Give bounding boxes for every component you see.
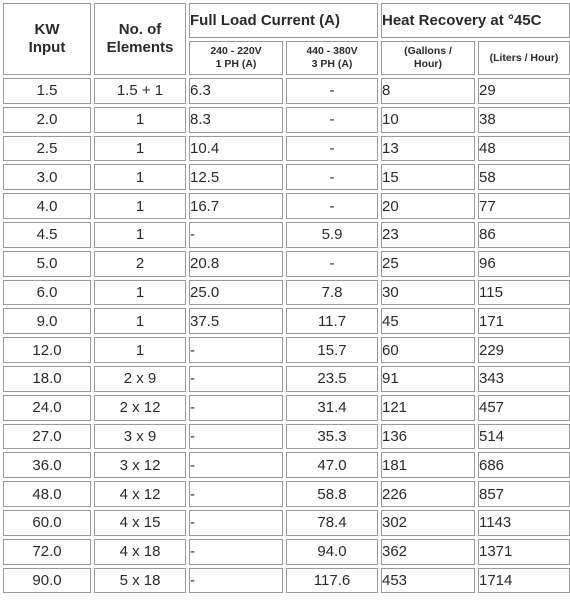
cell-gallons: 121: [381, 395, 475, 421]
cell-gallons: 25: [381, 251, 475, 277]
cell-kw: 36.0: [3, 452, 91, 478]
cell-1ph: -: [189, 452, 283, 478]
cell-gallons: 15: [381, 164, 475, 190]
cell-gallons: 226: [381, 481, 475, 507]
cell-elements: 5 x 18: [94, 568, 186, 594]
cell-gallons: 181: [381, 452, 475, 478]
cell-gallons: 91: [381, 366, 475, 392]
cell-3ph: -: [286, 78, 378, 104]
table-row: [3, 395, 570, 421]
cell-liters: 58: [478, 164, 570, 190]
cell-elements: 4 x 12: [94, 481, 186, 507]
cell-elements: 4 x 15: [94, 510, 186, 536]
cell-kw: 2.0: [3, 107, 91, 133]
table-body: [3, 78, 570, 593]
cell-1ph: 8.3: [189, 107, 283, 133]
cell-1ph: 6.3: [189, 78, 283, 104]
cell-kw: 2.5: [3, 136, 91, 162]
cell-liters: 514: [478, 424, 570, 450]
cell-1ph: -: [189, 337, 283, 363]
cell-1ph: -: [189, 568, 283, 594]
table-row: [3, 568, 570, 594]
header-3ph: 440 - 380V 3 PH (A): [286, 41, 378, 75]
cell-kw: 60.0: [3, 510, 91, 536]
cell-gallons: 45: [381, 308, 475, 334]
cell-elements: 2 x 12: [94, 395, 186, 421]
cell-elements: 2: [94, 251, 186, 277]
cell-gallons: 362: [381, 539, 475, 565]
cell-gallons: 60: [381, 337, 475, 363]
cell-gallons: 13: [381, 136, 475, 162]
table-row: [3, 452, 570, 478]
cell-3ph: -: [286, 251, 378, 277]
header-elements: No. of Elements: [94, 3, 186, 75]
cell-gallons: 302: [381, 510, 475, 536]
cell-kw: 4.0: [3, 193, 91, 219]
cell-3ph: 78.4: [286, 510, 378, 536]
cell-elements: 1: [94, 337, 186, 363]
cell-gallons: 136: [381, 424, 475, 450]
table-row: [3, 107, 570, 133]
cell-liters: 48: [478, 136, 570, 162]
cell-liters: 343: [478, 366, 570, 392]
header-full-load-current: Full Load Current (A): [189, 3, 378, 38]
cell-gallons: 453: [381, 568, 475, 594]
cell-liters: 86: [478, 222, 570, 248]
cell-3ph: 31.4: [286, 395, 378, 421]
cell-kw: 72.0: [3, 539, 91, 565]
cell-kw: 12.0: [3, 337, 91, 363]
cell-kw: 5.0: [3, 251, 91, 277]
table-row: [3, 78, 570, 104]
cell-kw: 3.0: [3, 164, 91, 190]
cell-gallons: 20: [381, 193, 475, 219]
cell-liters: 686: [478, 452, 570, 478]
cell-1ph: 25.0: [189, 280, 283, 306]
cell-1ph: -: [189, 395, 283, 421]
cell-liters: 171: [478, 308, 570, 334]
cell-1ph: -: [189, 539, 283, 565]
table-row: [3, 481, 570, 507]
cell-elements: 3 x 9: [94, 424, 186, 450]
cell-gallons: 30: [381, 280, 475, 306]
cell-kw: 27.0: [3, 424, 91, 450]
cell-kw: 48.0: [3, 481, 91, 507]
cell-liters: 229: [478, 337, 570, 363]
cell-3ph: -: [286, 164, 378, 190]
cell-gallons: 8: [381, 78, 475, 104]
table-row: [3, 366, 570, 392]
cell-liters: 77: [478, 193, 570, 219]
cell-liters: 1143: [478, 510, 570, 536]
table-row: [3, 222, 570, 248]
cell-3ph: 58.8: [286, 481, 378, 507]
table-row: [3, 539, 570, 565]
table-row: [3, 164, 570, 190]
cell-liters: 96: [478, 251, 570, 277]
cell-elements: 1: [94, 136, 186, 162]
cell-3ph: 15.7: [286, 337, 378, 363]
table-row: [3, 251, 570, 277]
cell-liters: 1371: [478, 539, 570, 565]
cell-1ph: 12.5: [189, 164, 283, 190]
table-row: [3, 193, 570, 219]
header-liters: (Liters / Hour): [478, 41, 570, 75]
cell-elements: 1: [94, 308, 186, 334]
cell-kw: 18.0: [3, 366, 91, 392]
table-row: [3, 280, 570, 306]
cell-elements: 4 x 18: [94, 539, 186, 565]
cell-kw: 90.0: [3, 568, 91, 594]
table-row: [3, 424, 570, 450]
cell-kw: 9.0: [3, 308, 91, 334]
cell-kw: 4.5: [3, 222, 91, 248]
cell-3ph: 11.7: [286, 308, 378, 334]
cell-elements: 1: [94, 107, 186, 133]
cell-liters: 115: [478, 280, 570, 306]
cell-gallons: 23: [381, 222, 475, 248]
cell-3ph: 7.8: [286, 280, 378, 306]
header-kw-input: KW Input: [3, 3, 91, 75]
cell-3ph: -: [286, 193, 378, 219]
cell-3ph: 94.0: [286, 539, 378, 565]
header-heat-recovery: Heat Recovery at °45C: [381, 3, 570, 38]
cell-3ph: -: [286, 136, 378, 162]
cell-liters: 857: [478, 481, 570, 507]
cell-1ph: -: [189, 366, 283, 392]
table-row: [3, 136, 570, 162]
cell-liters: 38: [478, 107, 570, 133]
cell-elements: 1.5 + 1: [94, 78, 186, 104]
cell-3ph: -: [286, 107, 378, 133]
cell-3ph: 35.3: [286, 424, 378, 450]
cell-1ph: -: [189, 481, 283, 507]
cell-3ph: 117.6: [286, 568, 378, 594]
cell-gallons: 10: [381, 107, 475, 133]
cell-1ph: 10.4: [189, 136, 283, 162]
cell-liters: 457: [478, 395, 570, 421]
cell-kw: 6.0: [3, 280, 91, 306]
cell-3ph: 23.5: [286, 366, 378, 392]
cell-1ph: 20.8: [189, 251, 283, 277]
cell-elements: 1: [94, 164, 186, 190]
table-row: [3, 308, 570, 334]
cell-liters: 29: [478, 78, 570, 104]
cell-kw: 1.5: [3, 78, 91, 104]
header-row-top: [3, 3, 570, 38]
cell-1ph: -: [189, 222, 283, 248]
cell-1ph: 37.5: [189, 308, 283, 334]
cell-kw: 24.0: [3, 395, 91, 421]
cell-elements: 1: [94, 222, 186, 248]
table-row: [3, 337, 570, 363]
cell-3ph: 47.0: [286, 452, 378, 478]
cell-elements: 1: [94, 193, 186, 219]
cell-1ph: -: [189, 510, 283, 536]
cell-elements: 1: [94, 280, 186, 306]
header-1ph: 240 - 220V 1 PH (A): [189, 41, 283, 75]
cell-liters: 1714: [478, 568, 570, 594]
table-row: [3, 510, 570, 536]
cell-1ph: 16.7: [189, 193, 283, 219]
cell-3ph: 5.9: [286, 222, 378, 248]
header-gallons: (Gallons / Hour): [381, 41, 475, 75]
cell-1ph: -: [189, 424, 283, 450]
cell-elements: 2 x 9: [94, 366, 186, 392]
cell-elements: 3 x 12: [94, 452, 186, 478]
